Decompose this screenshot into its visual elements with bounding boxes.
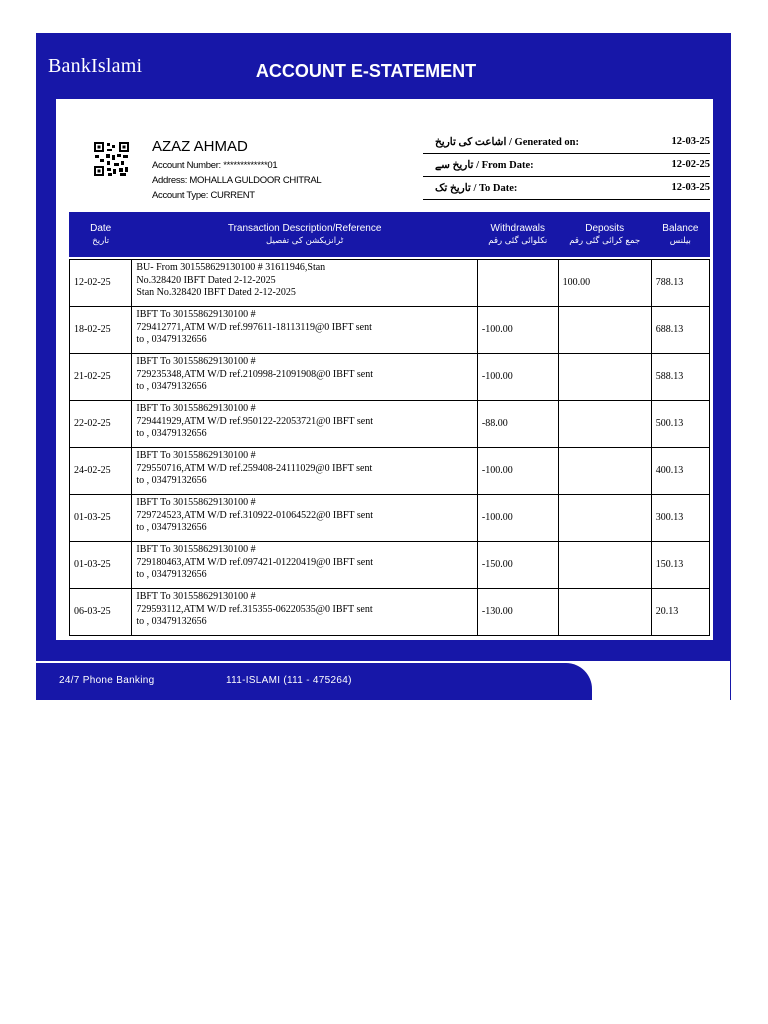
row-withdrawal: -100.00 (477, 495, 558, 542)
row-description (132, 448, 478, 495)
account-number: Account Number: *************01 (152, 160, 278, 171)
row-description (132, 542, 478, 589)
phone-banking-label: 24/7 Phone Banking (59, 675, 155, 686)
row-withdrawal: -100.00 (477, 307, 558, 354)
description-line: 729412771,ATM W/D ref.997611-18113119@0 IBFT sent (136, 321, 372, 333)
row-deposit (558, 495, 651, 542)
row-date: 24-02-25 (70, 448, 132, 495)
table-row (70, 354, 710, 401)
row-withdrawal: -130.00 (477, 589, 558, 636)
row-deposit (558, 448, 651, 495)
col-header-withdrawals: Withdrawals نکلوائی گئی رقم (477, 213, 558, 257)
generated-on-row (423, 132, 710, 154)
bank-logo: BankIslami (48, 55, 143, 77)
description-line: to , 03479132656 (136, 616, 207, 627)
row-deposit (558, 354, 651, 401)
account-type: Account Type: CURRENT (152, 190, 255, 201)
from-date-label: تاریخ سے / From Date: (435, 160, 534, 171)
table-header-row (70, 213, 710, 257)
row-date: 18-02-25 (70, 307, 132, 354)
footer-bar (36, 663, 592, 700)
row-balance: 788.13 (651, 260, 709, 307)
row-balance: 20.13 (651, 589, 709, 636)
table-row (70, 495, 710, 542)
to-date-label: تاریخ تک / To Date: (435, 183, 518, 194)
row-date: 06-03-25 (70, 589, 132, 636)
row-description (132, 354, 478, 401)
qr-code-icon (93, 141, 130, 177)
description-line: to , 03479132656 (136, 334, 207, 345)
phone-banking-number: 111-ISLAMI (111 - 475264) (226, 675, 352, 686)
row-date: 22-02-25 (70, 401, 132, 448)
row-deposit (558, 307, 651, 354)
row-description (132, 260, 478, 307)
description-line: to , 03479132656 (136, 569, 207, 580)
row-balance: 300.13 (651, 495, 709, 542)
description-line: 729550716,ATM W/D ref.259408-24111029@0 IBFT sent (136, 462, 373, 474)
description-line: 729235348,ATM W/D ref.210998-21091908@0 IBFT sent (136, 368, 373, 380)
statement-panel (56, 99, 713, 640)
col-header-date: Date تاریخ (70, 213, 132, 257)
customer-name: AZAZ AHMAD (152, 138, 248, 155)
generated-on-label: اشاعت کی تاریخ / Generated on: (435, 137, 580, 148)
description-line: IBFT To 301558629130100 # (136, 403, 256, 414)
description-line: 729724523,ATM W/D ref.310922-01064522@0 IBFT sent (136, 509, 373, 521)
to-date-row (423, 178, 710, 200)
table-row (70, 448, 710, 495)
page-title: ACCOUNT E-STATEMENT (255, 61, 477, 81)
row-description (132, 401, 478, 448)
row-withdrawal: -100.00 (477, 448, 558, 495)
statement-frame (36, 33, 731, 700)
transactions-table (69, 212, 710, 636)
customer-address: Address: MOHALLA GULDOOR CHITRAL (152, 175, 322, 186)
row-deposit (558, 542, 651, 589)
row-balance: 400.13 (651, 448, 709, 495)
row-balance: 150.13 (651, 542, 709, 589)
col-header-deposits: Deposits جمع کرائی گئی رقم (558, 213, 651, 257)
row-balance: 688.13 (651, 307, 709, 354)
table-row (70, 542, 710, 589)
description-line: Stan No.328420 IBFT Dated 2-12-2025 (136, 287, 296, 298)
description-line: to , 03479132656 (136, 475, 207, 486)
row-date: 01-03-25 (70, 495, 132, 542)
row-date: 21-02-25 (70, 354, 132, 401)
table-row (70, 589, 710, 636)
row-description (132, 589, 478, 636)
row-deposit (558, 401, 651, 448)
row-date: 12-02-25 (70, 260, 132, 307)
description-line: 729180463,ATM W/D ref.097421-01220419@0 IBFT sent (136, 556, 373, 568)
col-header-description: Transaction Description/Reference ٹرانزیکشن کی تفصیل (132, 213, 478, 257)
from-date-row (423, 155, 710, 177)
row-balance: 500.13 (651, 401, 709, 448)
row-deposit: 100.00 (558, 260, 651, 307)
row-description (132, 495, 478, 542)
description-line: IBFT To 301558629130100 # (136, 450, 256, 461)
description-line: IBFT To 301558629130100 # (136, 544, 256, 555)
description-line: IBFT To 301558629130100 # (136, 309, 256, 320)
description-line: No.328420 IBFT Dated 2-12-2025 (136, 274, 276, 286)
row-balance: 588.13 (651, 354, 709, 401)
description-line: IBFT To 301558629130100 # (136, 497, 256, 508)
description-line: to , 03479132656 (136, 522, 207, 533)
description-line: BU- From 301558629130100 # 31611946,Stan (136, 262, 326, 273)
row-withdrawal (477, 260, 558, 307)
table-row (70, 307, 710, 354)
row-withdrawal: -100.00 (477, 354, 558, 401)
generated-on-value: 12-03-25 (671, 136, 710, 147)
description-line: to , 03479132656 (136, 428, 207, 439)
description-line: IBFT To 301558629130100 # (136, 591, 256, 602)
from-date-value: 12-02-25 (671, 159, 710, 170)
table-row (70, 401, 710, 448)
row-withdrawal: -88.00 (477, 401, 558, 448)
description-line: 729593112,ATM W/D ref.315355-06220535@0 IBFT sent (136, 603, 373, 615)
row-date: 01-03-25 (70, 542, 132, 589)
to-date-value: 12-03-25 (671, 182, 710, 193)
row-description (132, 307, 478, 354)
description-line: IBFT To 301558629130100 # (136, 356, 256, 367)
row-withdrawal: -150.00 (477, 542, 558, 589)
description-line: to , 03479132656 (136, 381, 207, 392)
col-header-balance: Balance بیلنس (651, 213, 709, 257)
description-line: 729441929,ATM W/D ref.950122-22053721@0 IBFT sent (136, 415, 373, 427)
table-row (70, 260, 710, 307)
row-deposit (558, 589, 651, 636)
